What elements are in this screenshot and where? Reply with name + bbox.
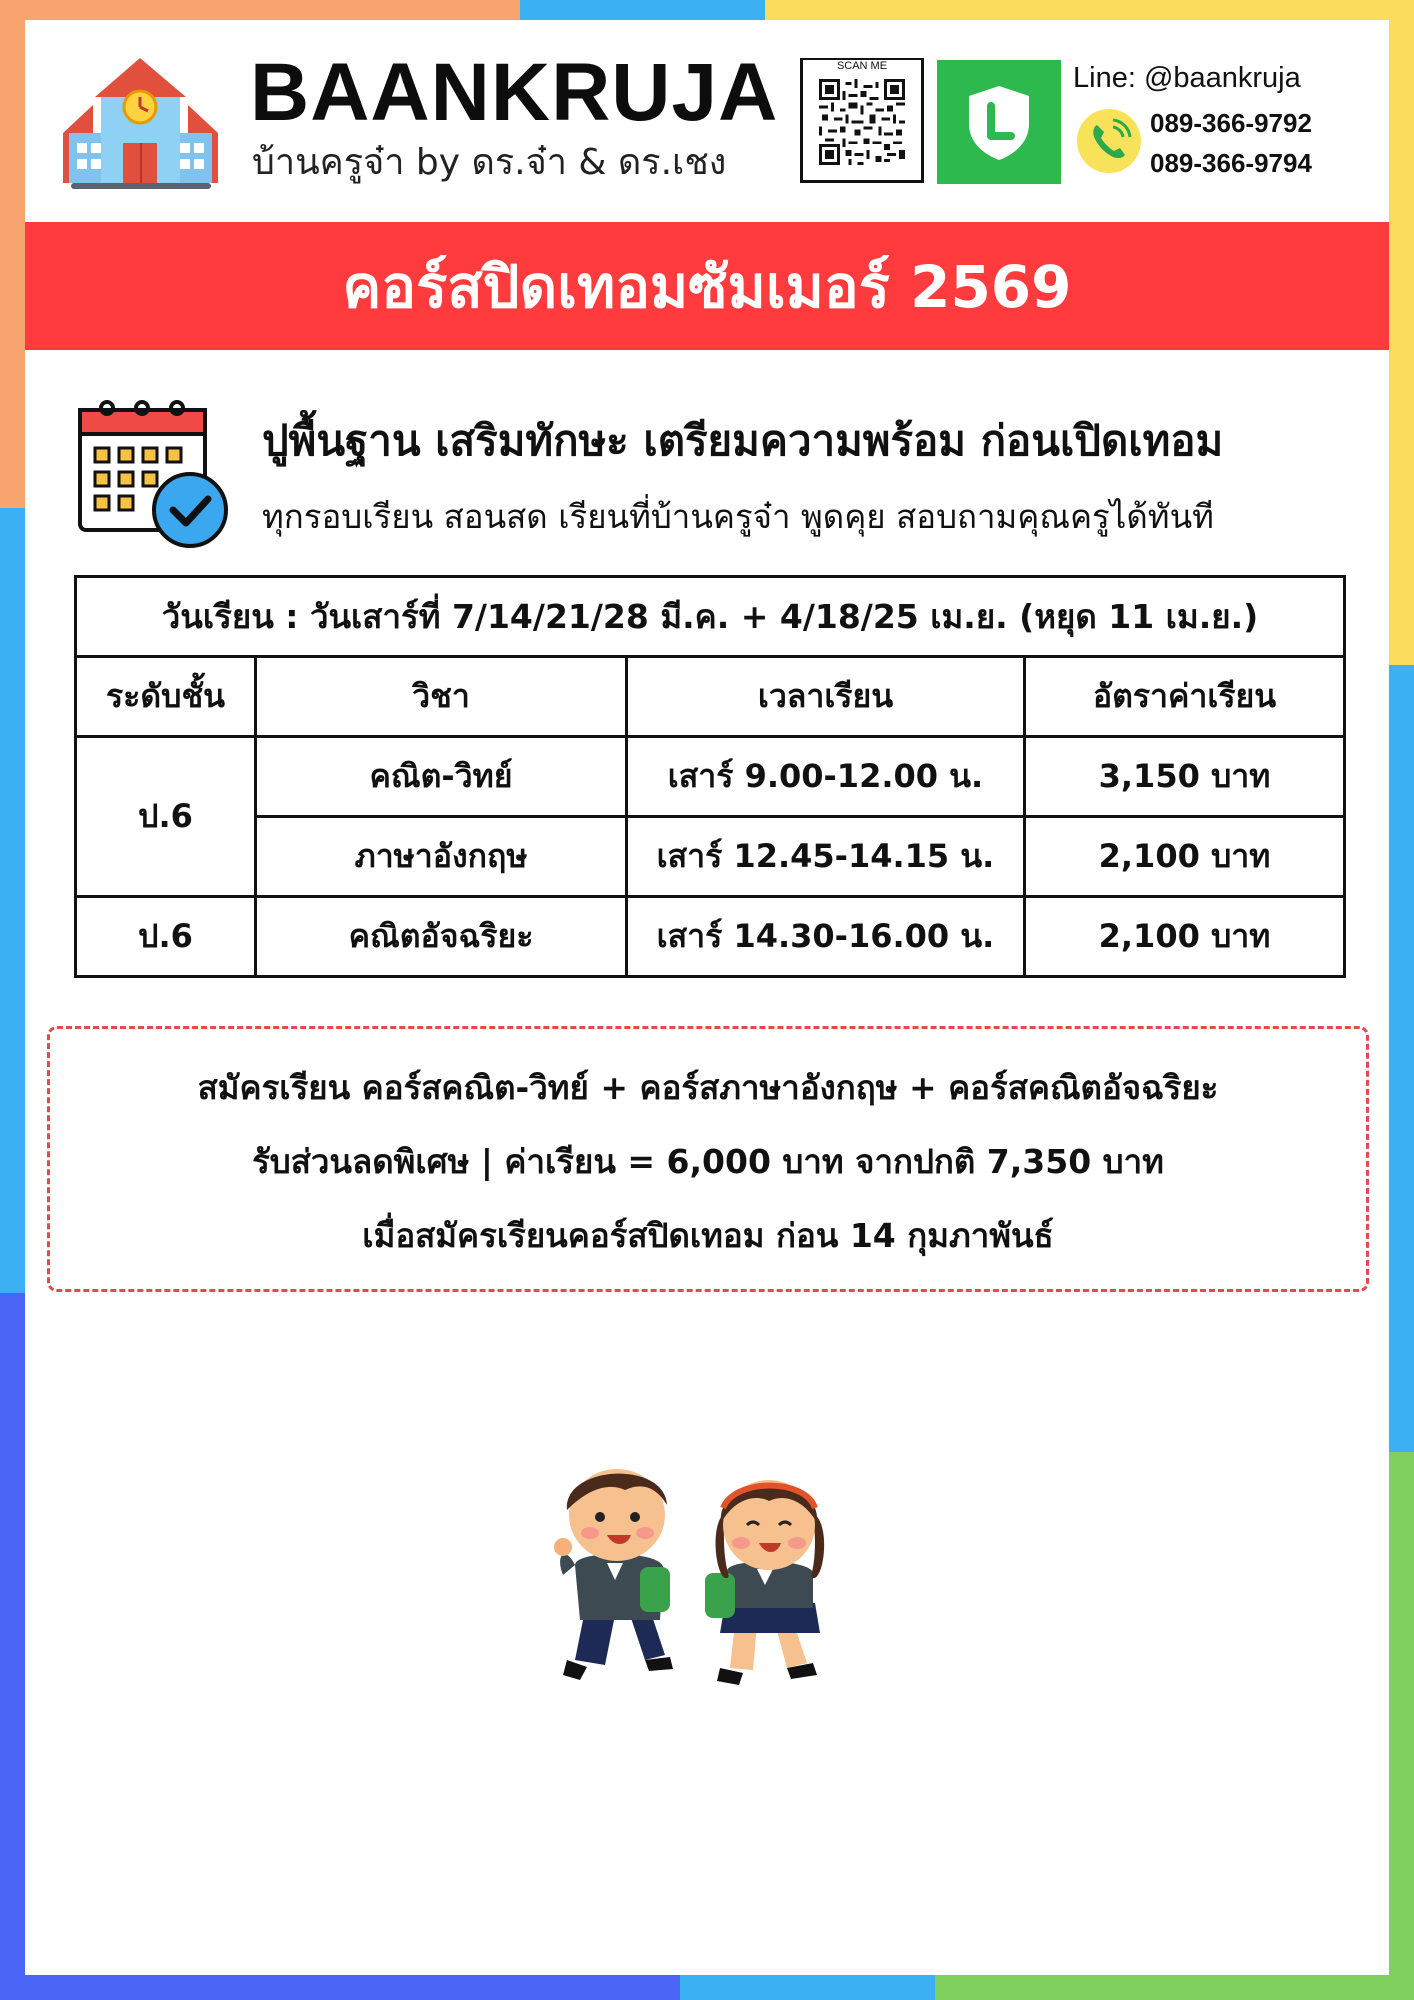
table-row [76,897,1345,977]
qr-code-icon [819,79,905,165]
subject-cell: คณิต-วิทย์ [256,737,627,817]
subject-cell: คณิตอัจฉริยะ [256,897,627,977]
study-dates: วันเรียน : วันเสาร์ที่ 7/14/21/28 มี.ค. + 4/18/25 เม.ย. (หยุด 11 เม.ย.) [76,577,1345,657]
col-header-fee: อัตราค่าเรียน [1025,657,1345,737]
qr-code[interactable] [800,58,924,183]
brand-subtitle: บ้านครูจ๋า by ดร.จ๋า & ดร.เชง [252,142,727,183]
students-illustration [545,1455,875,1715]
promo-line-2: รับส่วนลดพิเศษ | ค่าเรียน = 6,000 บาท จากปกติ 7,350 บาท [252,1142,1164,1181]
promo-line-3: เมื่อสมัครเรียนคอร์สปิดเทอม ก่อน 14 กุมภาพันธ์ [362,1216,1054,1255]
line-id: Line: @baankruja [1073,62,1301,94]
col-header-subject: วิชา [256,657,627,737]
subject-cell: ภาษาอังกฤษ [256,817,627,897]
col-header-time: เวลาเรียน [627,657,1025,737]
line-shield-icon [937,60,1061,184]
intro-headline: ปูพื้นฐาน เสริมทักษะ เตรียมความพร้อม ก่อนเปิดเทอม [262,416,1224,465]
fee-cell: 3,150 บาท [1025,737,1345,817]
table-row [76,817,1345,897]
phone-number-2[interactable]: 089-366-9794 [1150,148,1312,178]
col-header-level: ระดับชั้น [76,657,256,737]
time-cell: เสาร์ 9.00-12.00 น. [627,737,1025,817]
phone-icon [1077,109,1141,173]
qr-label: SCAN ME [803,60,921,72]
time-cell: เสาร์ 14.30-16.00 น. [627,897,1025,977]
time-cell: เสาร์ 12.45-14.15 น. [627,817,1025,897]
girl-figure [705,1480,824,1685]
school-building-icon [63,55,218,190]
brand-name: BAANKRUJA [250,47,779,138]
level-cell: ป.6 [76,897,256,977]
fee-cell: 2,100 บาท [1025,897,1345,977]
promo-line-1: สมัครเรียน คอร์สคณิต-วิทย์ + คอร์สภาษาอังกฤษ + คอร์สคณิตอัจฉริยะ [197,1068,1219,1107]
date-row [76,577,1345,657]
boy-figure [554,1469,673,1680]
header-row [76,657,1345,737]
level-cell: ป.6 [76,737,256,897]
intro-subline: ทุกรอบเรียน สอนสด เรียนที่บ้านครูจ๋า พูดคุย สอบถามคุณครูได้ทันที [262,497,1214,536]
line-app-icon[interactable] [937,60,1061,184]
phone-number-1[interactable]: 089-366-9792 [1150,108,1312,138]
title-banner [25,222,1389,350]
table-row [76,737,1345,817]
fee-cell: 2,100 บาท [1025,817,1345,897]
schedule-table [74,575,1346,978]
banner-title: คอร์สปิดเทอมซัมเมอร์ 2569 [342,252,1072,321]
calendar-check-icon [75,400,230,550]
promo-box [47,1026,1369,1292]
